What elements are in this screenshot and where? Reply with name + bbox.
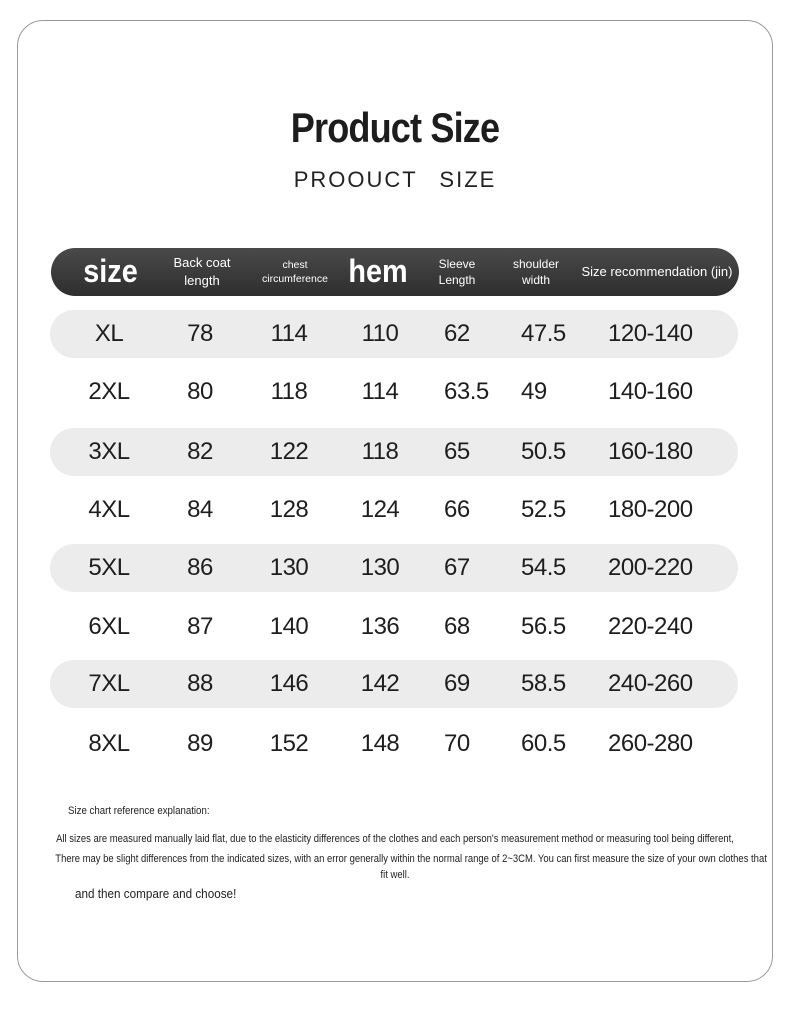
cell-shoulder: 56.5: [521, 613, 566, 640]
cell-recommendation: 140-160: [608, 378, 693, 405]
table-row: [50, 544, 738, 592]
cell-shoulder: 54.5: [521, 554, 566, 581]
cell-size: XL: [94, 320, 124, 347]
table-header: [51, 248, 739, 296]
cell-recommendation: 180-200: [608, 496, 693, 523]
table-row: [50, 310, 738, 358]
cell-sleeve: 62: [444, 320, 470, 347]
cell-recommendation: 200-220: [608, 554, 693, 581]
cell-hem: 142: [360, 670, 400, 697]
cell-back-coat-length: 80: [187, 378, 213, 405]
cell-chest: 140: [269, 613, 309, 640]
note-line-2: There may be slight differences from the indicated sizes, with an error generally within the normal range of 2~3CM. You can first measure the size of your own clothes that: [55, 853, 767, 865]
cell-recommendation: 260-280: [608, 730, 693, 757]
cell-recommendation: 220-240: [608, 613, 693, 640]
cell-sleeve: 70: [444, 730, 470, 757]
cell-hem: 148: [360, 730, 400, 757]
cell-size: 6XL: [88, 613, 130, 640]
cell-recommendation: 160-180: [608, 438, 693, 465]
header-shoulder-width: shoulder width: [512, 256, 560, 287]
header-size: size: [83, 253, 138, 290]
cell-hem: 118: [361, 438, 399, 465]
cell-sleeve: 68: [444, 613, 470, 640]
cell-back-coat-length: 88: [187, 670, 213, 697]
cell-recommendation: 240-260: [608, 670, 693, 697]
table-row: [50, 660, 738, 708]
table-row: [50, 603, 738, 651]
note-line-3: fit well.: [380, 869, 410, 881]
cell-size: 5XL: [88, 554, 130, 581]
cell-hem: 136: [360, 613, 400, 640]
cell-size: 4XL: [88, 496, 130, 523]
cell-sleeve: 63.5: [444, 378, 489, 405]
cell-size: 7XL: [88, 670, 130, 697]
header-hem: hem: [348, 253, 408, 290]
cell-chest: 152: [269, 730, 309, 757]
header-size-recommendation: Size recommendation (jin): [581, 264, 733, 280]
cell-hem: 130: [360, 554, 400, 581]
cell-shoulder: 60.5: [521, 730, 566, 757]
table-row: [50, 368, 738, 416]
cell-chest: 118: [270, 378, 308, 405]
cell-shoulder: 47.5: [521, 320, 566, 347]
cell-shoulder: 58.5: [521, 670, 566, 697]
cell-back-coat-length: 78: [187, 320, 213, 347]
table-row: [50, 428, 738, 476]
page-title: Product Size: [290, 104, 500, 151]
cell-sleeve: 67: [444, 554, 470, 581]
cell-chest: 130: [269, 554, 309, 581]
cell-size: 3XL: [88, 438, 130, 465]
cell-back-coat-length: 82: [187, 438, 213, 465]
cell-size: 2XL: [88, 378, 130, 405]
header-back-coat-length: Back coat length: [173, 255, 231, 288]
cell-size: 8XL: [88, 730, 130, 757]
cell-hem: 124: [360, 496, 400, 523]
cell-shoulder: 50.5: [521, 438, 566, 465]
cell-shoulder: 52.5: [521, 496, 566, 523]
notes-title: Size chart reference explanation:: [68, 805, 210, 817]
note-line-1: All sizes are measured manually laid flat, due to the elasticity differences of the clothes and each person's measurement method or measuring tool being different,: [56, 833, 734, 845]
header-chest-circumference: chest circumference: [262, 258, 328, 285]
page-subtitle: PROOUCT SIZE: [293, 167, 497, 192]
cell-shoulder: 49: [521, 378, 547, 405]
table-row: [50, 720, 738, 768]
cell-sleeve: 65: [444, 438, 470, 465]
cell-chest: 146: [269, 670, 309, 697]
cell-hem: 114: [361, 378, 399, 405]
cell-back-coat-length: 87: [187, 613, 213, 640]
cell-recommendation: 120-140: [608, 320, 693, 347]
note-line-4: and then compare and choose!: [75, 886, 237, 901]
cell-chest: 114: [270, 320, 308, 347]
cell-chest: 128: [269, 496, 309, 523]
cell-back-coat-length: 89: [187, 730, 213, 757]
table-row: [50, 486, 738, 534]
cell-hem: 110: [361, 320, 399, 347]
cell-back-coat-length: 86: [187, 554, 213, 581]
cell-sleeve: 69: [444, 670, 470, 697]
cell-back-coat-length: 84: [187, 496, 213, 523]
header-sleeve-length: Sleeve Length: [438, 256, 476, 287]
cell-chest: 122: [269, 438, 309, 465]
cell-sleeve: 66: [444, 496, 470, 523]
